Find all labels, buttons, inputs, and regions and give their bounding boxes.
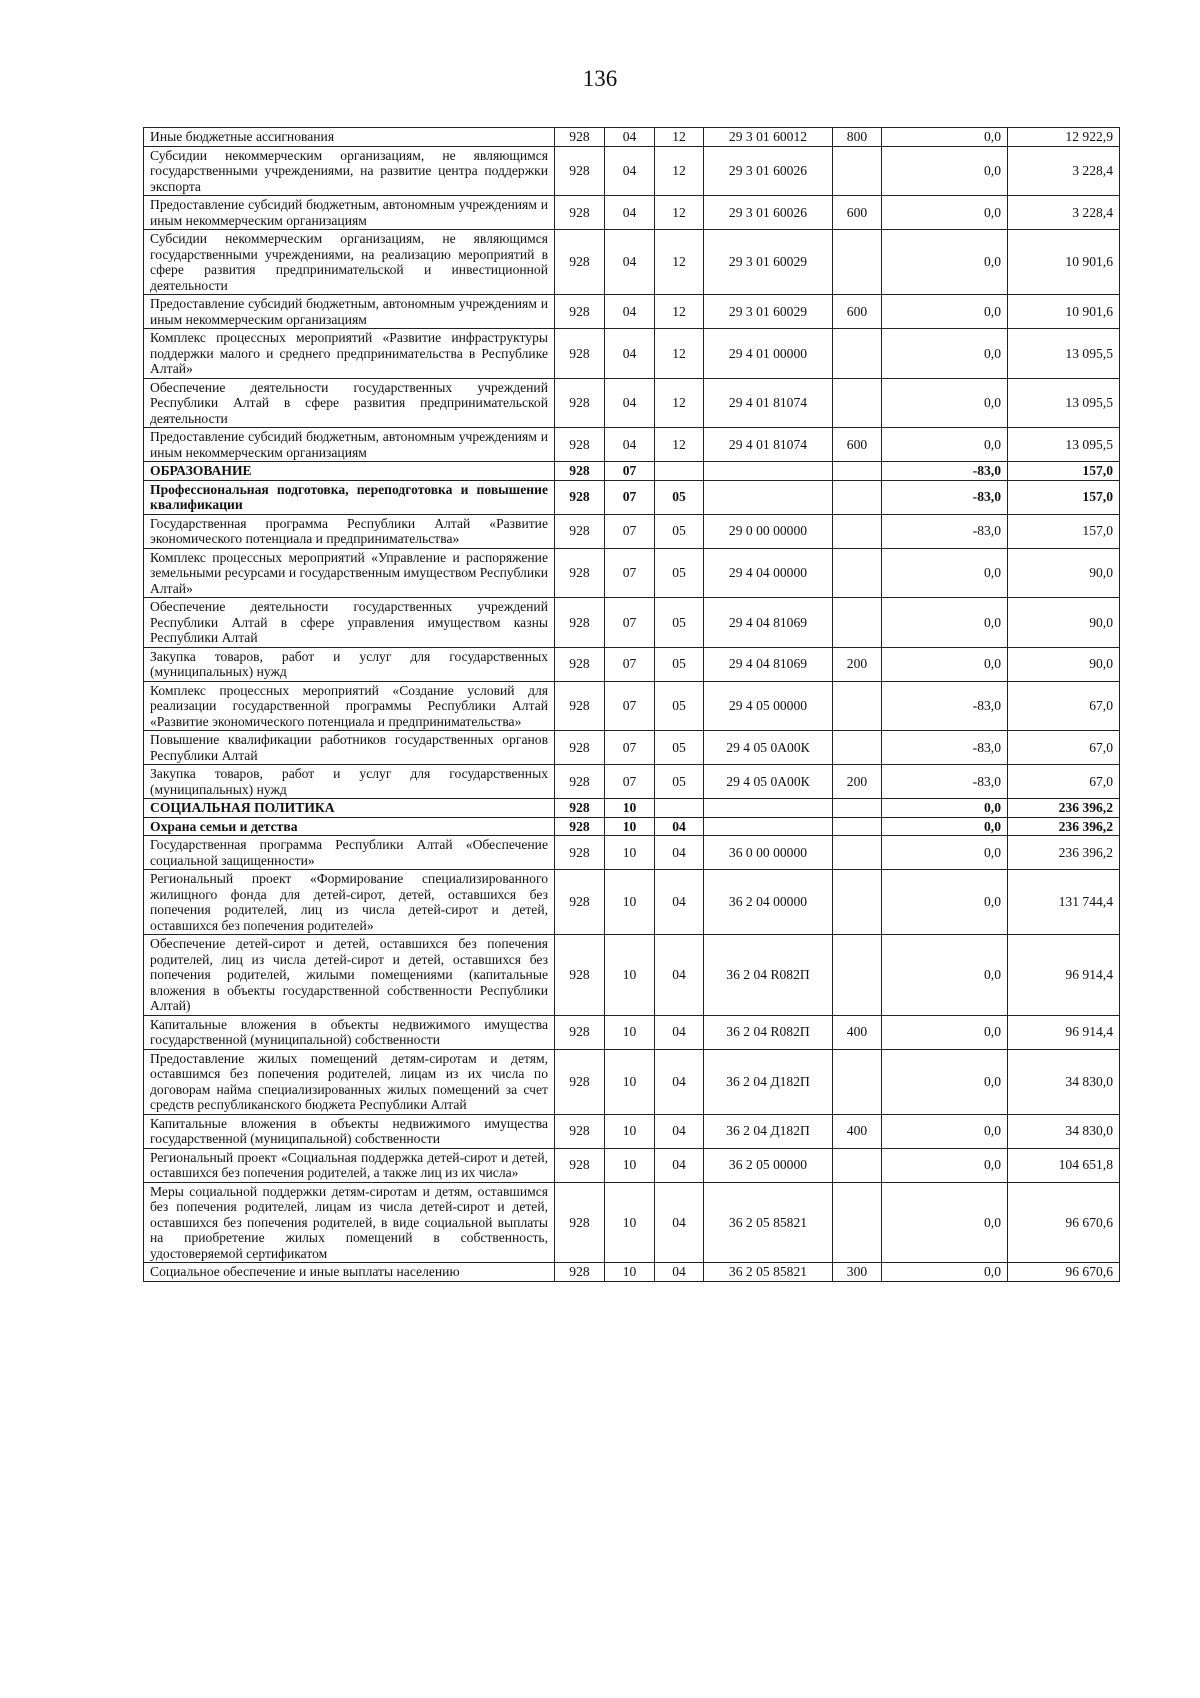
row-amount-change: 0,0 (882, 329, 1008, 379)
row-amount-total: 12 922,9 (1008, 128, 1120, 147)
row-amount-change: 0,0 (882, 128, 1008, 147)
table-row (144, 870, 1120, 935)
row-ved: 928 (555, 681, 605, 731)
row-ved: 928 (555, 647, 605, 681)
row-target-article (704, 462, 833, 481)
row-subsection: 12 (655, 378, 704, 428)
row-expense-type (833, 799, 882, 818)
row-amount-total: 10 901,6 (1008, 295, 1120, 329)
row-amount-change: 0,0 (882, 817, 1008, 836)
row-expense-type (833, 329, 882, 379)
row-subsection (655, 799, 704, 818)
row-subsection: 05 (655, 514, 704, 548)
row-amount-change: 0,0 (882, 647, 1008, 681)
row-section: 07 (605, 548, 655, 598)
row-section: 04 (605, 295, 655, 329)
row-subsection: 12 (655, 428, 704, 462)
row-section: 10 (605, 1148, 655, 1182)
row-amount-total: 96 914,4 (1008, 935, 1120, 1016)
table-row (144, 1148, 1120, 1182)
row-amount-change: 0,0 (882, 870, 1008, 935)
row-section: 10 (605, 799, 655, 818)
row-subsection: 05 (655, 480, 704, 514)
row-amount-change: 0,0 (882, 146, 1008, 196)
row-amount-total: 3 228,4 (1008, 146, 1120, 196)
row-expense-type (833, 817, 882, 836)
row-subsection: 12 (655, 146, 704, 196)
table-row (144, 1049, 1120, 1114)
row-amount-total: 96 670,6 (1008, 1263, 1120, 1282)
row-name: Предоставление жилых помещений детям-сиротам и детям, оставшимся без попечения родителей, лицам из их числа по договорам найма специализированных жилых помещений за счет средств республиканского бюджета Республики Алтай (144, 1049, 555, 1114)
row-section: 07 (605, 480, 655, 514)
row-name: Предоставление субсидий бюджетным, автономным учреждениям и иным некоммерческим организациям (144, 295, 555, 329)
table-row (144, 295, 1120, 329)
row-ved: 928 (555, 731, 605, 765)
row-section: 10 (605, 870, 655, 935)
row-target-article: 29 4 05 0А00К (704, 731, 833, 765)
row-name: Государственная программа Республики Алтай «Обеспечение социальной защищенности» (144, 836, 555, 870)
row-subsection: 05 (655, 681, 704, 731)
row-expense-type: 800 (833, 128, 882, 147)
row-name: Обеспечение детей-сирот и детей, оставшихся без попечения родителей, лиц из числа детей-сирот и детей, оставшихся без попечения родителей, жилыми помещениями (капитальные вложения в объекты государственной собственности Республики Алтай) (144, 935, 555, 1016)
row-amount-total: 34 830,0 (1008, 1114, 1120, 1148)
row-ved: 928 (555, 1049, 605, 1114)
table-row (144, 836, 1120, 870)
row-ved: 928 (555, 329, 605, 379)
row-ved: 928 (555, 1148, 605, 1182)
row-amount-change: -83,0 (882, 514, 1008, 548)
row-section: 10 (605, 1049, 655, 1114)
row-amount-change: 0,0 (882, 196, 1008, 230)
row-target-article: 29 3 01 60026 (704, 196, 833, 230)
row-section: 10 (605, 836, 655, 870)
row-target-article: 36 2 04 Д182П (704, 1049, 833, 1114)
row-amount-total: 90,0 (1008, 598, 1120, 648)
row-amount-change: 0,0 (882, 295, 1008, 329)
row-target-article (704, 799, 833, 818)
row-target-article: 29 3 01 60029 (704, 230, 833, 295)
table-row (144, 428, 1120, 462)
row-amount-total: 90,0 (1008, 548, 1120, 598)
table-row (144, 1182, 1120, 1263)
row-expense-type (833, 480, 882, 514)
budget-table (143, 127, 1120, 1282)
row-ved: 928 (555, 378, 605, 428)
row-name: Обеспечение деятельности государственных учреждений Республики Алтай в сфере управления имуществом казны Республики Алтай (144, 598, 555, 648)
row-section: 10 (605, 1182, 655, 1263)
row-ved: 928 (555, 548, 605, 598)
row-amount-total: 157,0 (1008, 514, 1120, 548)
row-section: 04 (605, 196, 655, 230)
row-target-article: 29 4 01 81074 (704, 378, 833, 428)
table-row (144, 935, 1120, 1016)
row-expense-type (833, 731, 882, 765)
row-target-article: 29 4 05 00000 (704, 681, 833, 731)
row-subsection: 12 (655, 230, 704, 295)
row-amount-change: 0,0 (882, 428, 1008, 462)
row-ved: 928 (555, 1114, 605, 1148)
row-amount-total: 34 830,0 (1008, 1049, 1120, 1114)
row-target-article (704, 480, 833, 514)
row-section: 04 (605, 146, 655, 196)
row-target-article: 29 4 04 81069 (704, 598, 833, 648)
row-subsection: 04 (655, 1263, 704, 1282)
row-ved: 928 (555, 128, 605, 147)
row-section: 10 (605, 817, 655, 836)
row-target-article: 36 2 05 00000 (704, 1148, 833, 1182)
row-target-article: 29 4 01 81074 (704, 428, 833, 462)
row-section: 04 (605, 128, 655, 147)
row-amount-change: 0,0 (882, 836, 1008, 870)
row-section: 04 (605, 428, 655, 462)
row-amount-change: 0,0 (882, 1114, 1008, 1148)
row-name: Закупка товаров, работ и услуг для государственных (муниципальных) нужд (144, 647, 555, 681)
row-subsection: 05 (655, 647, 704, 681)
row-amount-change: 0,0 (882, 598, 1008, 648)
row-expense-type: 600 (833, 428, 882, 462)
row-name: Повышение квалификации работников государственных органов Республики Алтай (144, 731, 555, 765)
row-target-article: 29 4 01 00000 (704, 329, 833, 379)
row-amount-change: -83,0 (882, 731, 1008, 765)
table-row (144, 1263, 1120, 1282)
row-amount-total: 96 670,6 (1008, 1182, 1120, 1263)
row-amount-change: -83,0 (882, 480, 1008, 514)
row-expense-type (833, 935, 882, 1016)
row-ved: 928 (555, 598, 605, 648)
page-number: 136 (582, 66, 618, 91)
row-section: 10 (605, 935, 655, 1016)
row-amount-total: 10 901,6 (1008, 230, 1120, 295)
row-section: 04 (605, 230, 655, 295)
row-amount-total: 13 095,5 (1008, 428, 1120, 462)
row-name: Капитальные вложения в объекты недвижимого имущества государственной (муниципальной) собственности (144, 1015, 555, 1049)
table-row (144, 765, 1120, 799)
row-name: Закупка товаров, работ и услуг для государственных (муниципальных) нужд (144, 765, 555, 799)
row-subsection: 04 (655, 817, 704, 836)
row-name: Комплекс процессных мероприятий «Развитие инфраструктуры поддержки малого и среднего предпринимательства в Республике Алтай» (144, 329, 555, 379)
row-amount-total: 67,0 (1008, 681, 1120, 731)
table-row (144, 817, 1120, 836)
row-expense-type: 600 (833, 196, 882, 230)
row-section: 07 (605, 681, 655, 731)
row-subsection: 12 (655, 295, 704, 329)
row-subsection: 05 (655, 598, 704, 648)
row-ved: 928 (555, 870, 605, 935)
row-name: Профессиональная подготовка, переподготовка и повышение квалификации (144, 480, 555, 514)
row-expense-type: 200 (833, 647, 882, 681)
row-name: Меры социальной поддержки детям-сиротам и детям, оставшимся без попечения родителей, лицам из числа детей-сирот и детей, оставшихся без попечения родителей, в виде социальной выплаты на приобретение жилых помещений в собственность, удостоверяемой сертификатом (144, 1182, 555, 1263)
row-ved: 928 (555, 480, 605, 514)
row-subsection: 04 (655, 1049, 704, 1114)
row-section: 07 (605, 647, 655, 681)
row-section: 10 (605, 1263, 655, 1282)
row-target-article: 36 2 04 R082П (704, 1015, 833, 1049)
row-subsection: 04 (655, 1114, 704, 1148)
row-expense-type (833, 230, 882, 295)
row-name: Иные бюджетные ассигнования (144, 128, 555, 147)
row-expense-type (833, 681, 882, 731)
row-amount-change: 0,0 (882, 230, 1008, 295)
table-row (144, 196, 1120, 230)
row-amount-total: 157,0 (1008, 462, 1120, 481)
row-subsection: 04 (655, 836, 704, 870)
row-ved: 928 (555, 428, 605, 462)
row-amount-total: 236 396,2 (1008, 817, 1120, 836)
row-amount-change: -83,0 (882, 765, 1008, 799)
row-subsection (655, 462, 704, 481)
row-ved: 928 (555, 1263, 605, 1282)
row-amount-change: 0,0 (882, 935, 1008, 1016)
table-row (144, 647, 1120, 681)
row-subsection: 04 (655, 1148, 704, 1182)
row-expense-type (833, 1148, 882, 1182)
row-amount-total: 3 228,4 (1008, 196, 1120, 230)
table-row (144, 1114, 1120, 1148)
row-expense-type (833, 1182, 882, 1263)
row-ved: 928 (555, 514, 605, 548)
row-expense-type: 200 (833, 765, 882, 799)
row-amount-total: 67,0 (1008, 765, 1120, 799)
table-row (144, 598, 1120, 648)
table-row (144, 378, 1120, 428)
table-row (144, 128, 1120, 147)
row-expense-type: 400 (833, 1015, 882, 1049)
row-amount-change: 0,0 (882, 799, 1008, 818)
row-section: 07 (605, 731, 655, 765)
row-ved: 928 (555, 817, 605, 836)
row-name: Субсидии некоммерческим организациям, не являющимся государственными учреждениями, на развитие центра поддержки экспорта (144, 146, 555, 196)
row-subsection: 12 (655, 196, 704, 230)
row-amount-change: 0,0 (882, 378, 1008, 428)
row-name: Региональный проект «Формирование специализированного жилищного фонда для детей-сирот, детей, оставшихся без попечения родителей, лиц из числа детей-сирот и детей, оставшихся без попечения родителей» (144, 870, 555, 935)
row-amount-total: 157,0 (1008, 480, 1120, 514)
row-expense-type (833, 836, 882, 870)
row-amount-total: 104 651,8 (1008, 1148, 1120, 1182)
row-target-article: 29 4 04 00000 (704, 548, 833, 598)
row-name: Комплекс процессных мероприятий «Создание условий для реализации государственной программы Республики Алтай «Развитие экономического потенциала и предпринимательства» (144, 681, 555, 731)
row-subsection: 04 (655, 1015, 704, 1049)
table-row (144, 548, 1120, 598)
table-row (144, 681, 1120, 731)
row-expense-type (833, 514, 882, 548)
row-ved: 928 (555, 836, 605, 870)
table-row (144, 514, 1120, 548)
row-ved: 928 (555, 935, 605, 1016)
row-amount-change: -83,0 (882, 462, 1008, 481)
row-target-article: 29 4 05 0А00К (704, 765, 833, 799)
row-ved: 928 (555, 462, 605, 481)
row-expense-type: 300 (833, 1263, 882, 1282)
row-amount-total: 236 396,2 (1008, 799, 1120, 818)
row-amount-total: 96 914,4 (1008, 1015, 1120, 1049)
row-amount-total: 90,0 (1008, 647, 1120, 681)
row-expense-type (833, 548, 882, 598)
row-name: СОЦИАЛЬНАЯ ПОЛИТИКА (144, 799, 555, 818)
row-amount-total: 131 744,4 (1008, 870, 1120, 935)
row-name: Предоставление субсидий бюджетным, автономным учреждениям и иным некоммерческим организациям (144, 428, 555, 462)
row-amount-total: 236 396,2 (1008, 836, 1120, 870)
table-row (144, 799, 1120, 818)
table-row (144, 230, 1120, 295)
row-expense-type: 400 (833, 1114, 882, 1148)
row-name: Социальное обеспечение и иные выплаты населению (144, 1263, 555, 1282)
row-ved: 928 (555, 799, 605, 818)
row-name: Комплекс процессных мероприятий «Управление и распоряжение земельными ресурсами и государственным имуществом Республики Алтай» (144, 548, 555, 598)
row-amount-total: 13 095,5 (1008, 378, 1120, 428)
row-amount-change: 0,0 (882, 1148, 1008, 1182)
row-name: Субсидии некоммерческим организациям, не являющимся государственными учреждениями, на реализацию мероприятий в сфере развития предпринимательской и инвестиционной деятельности (144, 230, 555, 295)
row-target-article: 36 0 00 00000 (704, 836, 833, 870)
row-ved: 928 (555, 1015, 605, 1049)
table-row (144, 731, 1120, 765)
row-target-article: 36 2 04 00000 (704, 870, 833, 935)
row-amount-total: 13 095,5 (1008, 329, 1120, 379)
row-target-article: 36 2 04 R082П (704, 935, 833, 1016)
row-ved: 928 (555, 765, 605, 799)
row-name: Охрана семьи и детства (144, 817, 555, 836)
row-ved: 928 (555, 146, 605, 196)
row-amount-change: 0,0 (882, 1182, 1008, 1263)
row-amount-change: -83,0 (882, 681, 1008, 731)
row-subsection: 04 (655, 1182, 704, 1263)
row-expense-type (833, 146, 882, 196)
row-target-article: 29 4 04 81069 (704, 647, 833, 681)
row-amount-change: 0,0 (882, 1015, 1008, 1049)
row-expense-type (833, 462, 882, 481)
row-section: 07 (605, 514, 655, 548)
row-target-article: 36 2 05 85821 (704, 1182, 833, 1263)
row-expense-type: 600 (833, 295, 882, 329)
row-subsection: 12 (655, 329, 704, 379)
row-section: 10 (605, 1114, 655, 1148)
row-amount-change: 0,0 (882, 1263, 1008, 1282)
row-target-article: 29 0 00 00000 (704, 514, 833, 548)
row-target-article: 29 3 01 60026 (704, 146, 833, 196)
row-expense-type (833, 598, 882, 648)
row-target-article: 36 2 05 85821 (704, 1263, 833, 1282)
row-ved: 928 (555, 196, 605, 230)
row-name: ОБРАЗОВАНИЕ (144, 462, 555, 481)
row-ved: 928 (555, 295, 605, 329)
row-name: Государственная программа Республики Алтай «Развитие экономического потенциала и предпринимательства» (144, 514, 555, 548)
row-section: 07 (605, 462, 655, 481)
table-row (144, 462, 1120, 481)
row-expense-type (833, 1049, 882, 1114)
row-subsection: 04 (655, 870, 704, 935)
row-name: Региональный проект «Социальная поддержка детей-сирот и детей, оставшихся без попечения родителей, а также лиц из их числа» (144, 1148, 555, 1182)
table-row (144, 1015, 1120, 1049)
row-target-article (704, 817, 833, 836)
row-subsection: 12 (655, 128, 704, 147)
row-amount-change: 0,0 (882, 1049, 1008, 1114)
row-ved: 928 (555, 230, 605, 295)
table-row (144, 329, 1120, 379)
row-expense-type (833, 870, 882, 935)
row-expense-type (833, 378, 882, 428)
row-name: Обеспечение деятельности государственных учреждений Республики Алтай в сфере развития предпринимательской деятельности (144, 378, 555, 428)
row-section: 04 (605, 378, 655, 428)
row-amount-total: 67,0 (1008, 731, 1120, 765)
row-ved: 928 (555, 1182, 605, 1263)
row-name: Капитальные вложения в объекты недвижимого имущества государственной (муниципальной) собственности (144, 1114, 555, 1148)
row-name: Предоставление субсидий бюджетным, автономным учреждениям и иным некоммерческим организациям (144, 196, 555, 230)
row-target-article: 29 3 01 60029 (704, 295, 833, 329)
row-subsection: 05 (655, 731, 704, 765)
row-subsection: 05 (655, 765, 704, 799)
row-target-article: 36 2 04 Д182П (704, 1114, 833, 1148)
row-target-article: 29 3 01 60012 (704, 128, 833, 147)
row-section: 07 (605, 598, 655, 648)
table-row (144, 146, 1120, 196)
row-section: 07 (605, 765, 655, 799)
row-amount-change: 0,0 (882, 548, 1008, 598)
row-section: 04 (605, 329, 655, 379)
row-section: 10 (605, 1015, 655, 1049)
table-row (144, 480, 1120, 514)
row-subsection: 04 (655, 935, 704, 1016)
row-subsection: 05 (655, 548, 704, 598)
